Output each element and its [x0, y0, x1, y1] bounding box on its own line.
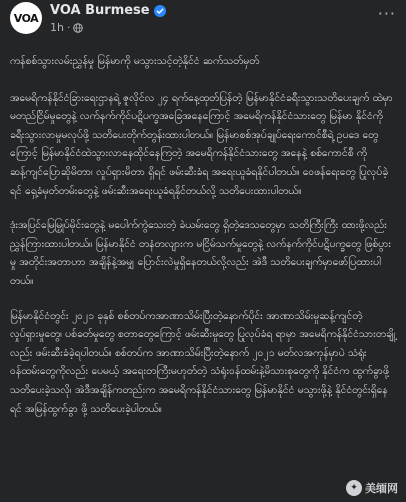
watermark-logo-icon: ✦ [346, 480, 362, 496]
watermark-text: 美缅网 [365, 482, 398, 495]
watermark [346, 480, 398, 496]
name-row [50, 2, 166, 19]
more-options-icon[interactable]: ··· [377, 4, 396, 23]
post-sub-row [50, 21, 166, 34]
post-paragraph-2: ဒုံးအပြင်မြေမြှုပ်မိုင်းတွေနဲ့ မပေါက်ကွဲသေးတဲ့ ခဲယမ်းတွေ ရှိတဲ့ဒေသတွေမှာ သတိကြီးကြီး ထားဖို့လည်း ညွှန်ကြားထားပါတယ်။ မြန်မာနိုင်ငံ တနံတလျားက မငြိမ်သက်မှုတွေနဲ့ လက်နက်ကိုင်ပဋိပက္ခတွေ ဖြစ်ပွားမှု အတိုင်းအတာဟာ အချိန်နဲ့အမျှ ပြောင်းလဲမှုရှိနေတယ်လို့လည်း အဲဒီ သတိပေးချက်မှာဖော်ပြထားပါတယ်။ [10, 219, 391, 287]
avatar-logo-text: VOA [13, 11, 39, 25]
page-avatar[interactable] [10, 2, 42, 34]
post-header [10, 0, 396, 46]
globe-icon[interactable] [73, 23, 83, 33]
page-name-link[interactable]: VOA Burmese [50, 3, 150, 18]
post-body [10, 52, 396, 418]
post-paragraph-1: အမေရိကန်နိုင်ငံခြားရေးဌာနရဲ့ ဇူလိုင်လ ၂၄ ရက်နေ့ထုတ်ပြန်တဲ့ မြန်မာနိုင်ငံခရီးသွားသတိပေးချက် ထဲမှာ မတည်ငြိမ်မှုတွေနဲ့ လက်နက်ကိုင်ပဋိပက္ခအခြေအနေကြောင့် အမေရိကန်နိုင်ငံသားတွေ မြန်မာ နိုင်ငံကို ခရီးသွားလာမှုမလုပ်ဖို့ သတိပေးတိုက်တွန်းထားပါတယ်။ မြန်မာစစ်အုပ်ချုပ်ရေးကောင်စီရဲ့ ဥပဒေ တွေကြောင့် မြန်မာနိုင်ငံထဲသွားလာနေထိုင်နေကြတဲ့ အမေရိကန်နိုင်ငံသားတွေ အနေနဲ့ စစ်ကောင်စီ ကို ဆန့်ကျင်ပြောဆိုမိတာ၊ လှုပ်ရှားမိတာ ရှိရင် ဖမ်းဆီးခံရ အရေးယူခံရနိုင်ပါတယ်။ ဝေဖန်ရေးတွေ ပြုလုပ်ခဲ့ရင် ရှေ့ခံမှတ်တမ်းတွေနဲ့ ဖမ်းဆီးအရေးယူခံရနိုင်တယ်လို့ သတိပေးထားပါတယ်။ [10, 91, 393, 197]
meta-separator: · [66, 21, 71, 34]
verified-badge-icon [154, 5, 166, 17]
post-headline: ကန်စစ်သွားလမ်းညွှန်မှု မြန်မာကို မသွားသင့်တဲ့နိုင်ငံ ဆက်သတ်မှတ် [10, 55, 260, 67]
post-paragraph-3: မြန်မာနိုင်ငံတွင်း ၂၀၂၁ ခုနှစ် စစ်တပ်ကအာဏာသိမ်းပြီးတဲ့နောက်ပိုင်း အာဏာသိမ်းမှုဆန့်ကျင်တဲ့ လှုပ်ရှားမှုတွေ၊ ပစ်ခတ်မှုတွေ စတာတွေကြောင့် ဖမ်းဆီးမှုတွေ ပြုလုပ်ခံရ ရာမှာ အမေရိကန်နိုင်ငံသားတချို့လည်း ဖမ်းဆီးခံခဲ့ရပါတယ်။ စစ်တပ်က အာဏာသိမ်းပြီးတဲ့နောက် ၂၀၂၁ မတ်လအကုန်မှာပဲ သံရုံးဝန်ထမ်းတွေကိုလည်း ပေမယ့် အရေးတကြီးမဟုတ်တဲ့ သံရုံးဝန်ထမ်းနဲ့မိသားစုတွေကို နိုင်ငံက ထွက်ခွာဖို့ သတိပေးခဲ့သလို၊ အဲဒီအချိန်ကတည်းက အမေရိကန်နိုင်ငံသားတွေ မြန်မာနိုင်ငံ မသွားဖို့နဲ့ နိုင်ငံတွင်းရှိနေရင် အမြန်ထွက်ခွာ ဖို့ သတိပေးခဲ့ပါတယ်။ [10, 309, 395, 415]
post-timestamp[interactable]: 1h [50, 21, 64, 34]
post-meta [50, 2, 166, 34]
